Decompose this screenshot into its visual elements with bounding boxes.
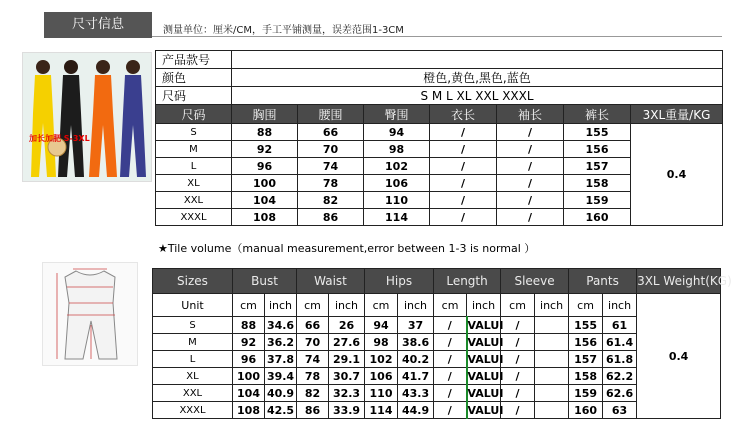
- header-cell: Hips: [365, 269, 434, 294]
- hips-cell: 106: [364, 175, 430, 192]
- waist-cm-cell: 66: [297, 317, 329, 334]
- sleeve-cm-cell: /: [501, 368, 535, 385]
- sleeve-inch-cell: [535, 334, 569, 351]
- header-cell: 胸围: [232, 105, 298, 124]
- size-cell: XXXL: [153, 402, 233, 419]
- header-cell: 3XL Weight(KG): [637, 269, 721, 294]
- hips-cm-cell: 98: [365, 334, 398, 351]
- unit-row: [153, 294, 721, 317]
- length-cell: /: [430, 192, 497, 209]
- unit-cell: inch: [535, 294, 569, 317]
- unit-cell: cm: [365, 294, 398, 317]
- sleeve-cell: /: [497, 141, 564, 158]
- weight-cell: 0.4: [637, 294, 721, 419]
- header-cell: Length: [434, 269, 501, 294]
- length-inch-cell: VALUI: [467, 403, 504, 417]
- sleeve-inch-cell: [535, 368, 569, 385]
- size-label: 尺码: [156, 87, 232, 105]
- waist-inch-cell: 27.6: [329, 334, 365, 351]
- pants-cell: 155: [564, 124, 631, 141]
- waist-cell: 78: [298, 175, 364, 192]
- length-cm-cell: /: [434, 334, 467, 351]
- unit-cell: inch: [603, 294, 637, 317]
- color-value: 橙色,黄色,黑色,蓝色: [232, 69, 723, 87]
- hips-cm-cell: 110: [365, 385, 398, 402]
- pants-inch-cell: 61: [603, 317, 637, 334]
- waist-cell: 70: [298, 141, 364, 158]
- pants-inch-cell: 62.6: [603, 385, 637, 402]
- size-cell: S: [156, 124, 232, 141]
- waist-cm-cell: 78: [297, 368, 329, 385]
- size-cell: XL: [153, 368, 233, 385]
- bust-inch-cell: 39.4: [265, 368, 297, 385]
- size-value: S M L XL XXL XXXL: [232, 87, 723, 105]
- bust-cm-cell: 88: [233, 317, 265, 334]
- pants-inch-cell: 61.4: [603, 334, 637, 351]
- table-row: [153, 385, 721, 402]
- table-row: [153, 368, 721, 385]
- size-cell: XXL: [156, 192, 232, 209]
- pants-cm-cell: 157: [569, 351, 603, 368]
- size-cell: M: [153, 334, 233, 351]
- sleeve-cm-cell: /: [501, 351, 535, 368]
- header-cell: 3XL重量/KG: [631, 105, 723, 124]
- size-cell: XXL: [153, 385, 233, 402]
- bust-cm-cell: 104: [233, 385, 265, 402]
- length-inch-cell: VALUI: [467, 386, 504, 400]
- header-cell: 袖长: [497, 105, 564, 124]
- photo-size-tag: 加长加肥 S-3XL: [29, 134, 90, 143]
- hips-inch-cell: 41.7: [398, 368, 434, 385]
- size-cell: XL: [156, 175, 232, 192]
- header-cell: 衣长: [430, 105, 497, 124]
- measurement-note: 测量单位：厘米/CM，手工平铺测量，误差范围1-3CM: [163, 25, 404, 36]
- product-code-value: [232, 51, 723, 69]
- hips-cell: 110: [364, 192, 430, 209]
- header-divider: [152, 36, 722, 37]
- jumpsuit-diagram: [43, 263, 137, 365]
- unit-cell: inch: [467, 294, 501, 317]
- table-row: [153, 334, 721, 351]
- weight-cell: 0.4: [631, 124, 723, 226]
- sleeve-inch-cell: [535, 402, 569, 419]
- length-cm-cell: /: [434, 368, 467, 385]
- sleeve-inch-cell: [535, 385, 569, 402]
- waist-cm-cell: 74: [297, 351, 329, 368]
- waist-inch-cell: 32.3: [329, 385, 365, 402]
- hips-cell: 94: [364, 124, 430, 141]
- header-cell: Waist: [297, 269, 365, 294]
- table-header-row: [156, 105, 723, 124]
- table-row: [153, 317, 721, 334]
- hips-inch-cell: 40.2: [398, 351, 434, 368]
- hips-inch-cell: 37: [398, 317, 434, 334]
- header-cell: Sizes: [153, 269, 233, 294]
- length-inch-cell: VALUI: [467, 335, 504, 349]
- bust-cm-cell: 100: [233, 368, 265, 385]
- length-cm-cell: /: [434, 317, 467, 334]
- sleeve-cm-cell: /: [501, 334, 535, 351]
- length-inch-cell: VALUI: [467, 318, 504, 332]
- hips-cell: 114: [364, 209, 430, 226]
- sleeve-cell: /: [497, 124, 564, 141]
- color-label: 颜色: [156, 69, 232, 87]
- length-cell: /: [430, 209, 497, 226]
- header-cell: Pants: [569, 269, 637, 294]
- pants-cell: 159: [564, 192, 631, 209]
- waist-cell: 66: [298, 124, 364, 141]
- bust-cell: 100: [232, 175, 298, 192]
- section-title: 尺寸信息: [44, 12, 152, 38]
- bust-cm-cell: 96: [233, 351, 265, 368]
- pants-cm-cell: 156: [569, 334, 603, 351]
- bust-inch-cell: 42.5: [265, 402, 297, 419]
- pants-cm-cell: 160: [569, 402, 603, 419]
- header-cell: Bust: [233, 269, 297, 294]
- sleeve-inch-cell: [535, 317, 569, 334]
- pants-cell: 157: [564, 158, 631, 175]
- size-cell: M: [156, 141, 232, 158]
- product-photo: [22, 52, 152, 182]
- pants-inch-cell: 63: [603, 402, 637, 419]
- hips-cell: 102: [364, 158, 430, 175]
- unit-cell: cm: [501, 294, 535, 317]
- waist-inch-cell: 33.9: [329, 402, 365, 419]
- pants-cm-cell: 155: [569, 317, 603, 334]
- waist-cell: 82: [298, 192, 364, 209]
- pants-cell: 156: [564, 141, 631, 158]
- size-table-en: [152, 268, 732, 419]
- hips-inch-cell: 38.6: [398, 334, 434, 351]
- pants-inch-cell: 62.2: [603, 368, 637, 385]
- sleeve-cell: /: [497, 209, 564, 226]
- sleeve-cell: /: [497, 175, 564, 192]
- bust-inch-cell: 37.8: [265, 351, 297, 368]
- waist-inch-cell: 29.1: [329, 351, 365, 368]
- tile-volume-note: ★Tile volume（manual measurement,error between 1-3 is normal ）: [158, 242, 536, 255]
- sleeve-inch-cell: [535, 351, 569, 368]
- size-cell: S: [153, 317, 233, 334]
- hips-inch-cell: 44.9: [398, 402, 434, 419]
- length-cell: /: [430, 175, 497, 192]
- waist-cm-cell: 70: [297, 334, 329, 351]
- length-inch-cell: VALUI: [467, 369, 504, 383]
- unit-cell: inch: [398, 294, 434, 317]
- length-cell: /: [430, 141, 497, 158]
- size-cell: L: [153, 351, 233, 368]
- waist-cm-cell: 82: [297, 385, 329, 402]
- bust-inch-cell: 40.9: [265, 385, 297, 402]
- pants-cell: 158: [564, 175, 631, 192]
- pants-inch-cell: 61.8: [603, 351, 637, 368]
- bust-inch-cell: 34.6: [265, 317, 297, 334]
- product-code-label: 产品款号: [156, 51, 232, 69]
- size-cell: XXXL: [156, 209, 232, 226]
- unit-cell: cm: [297, 294, 329, 317]
- length-cm-cell: /: [434, 385, 467, 402]
- pants-cm-cell: 159: [569, 385, 603, 402]
- header-cell: 腰围: [298, 105, 364, 124]
- hips-cm-cell: 114: [365, 402, 398, 419]
- bust-cell: 92: [232, 141, 298, 158]
- length-inch-cell: VALUI: [467, 352, 504, 366]
- size-cell: L: [156, 158, 232, 175]
- sleeve-cm-cell: /: [501, 317, 535, 334]
- hips-cm-cell: 102: [365, 351, 398, 368]
- sleeve-cm-cell: /: [501, 385, 535, 402]
- waist-inch-cell: 30.7: [329, 368, 365, 385]
- table-row: [156, 124, 723, 141]
- length-cell: /: [430, 158, 497, 175]
- bust-cell: 88: [232, 124, 298, 141]
- bust-cm-cell: 108: [233, 402, 265, 419]
- bust-cm-cell: 92: [233, 334, 265, 351]
- bust-cell: 108: [232, 209, 298, 226]
- unit-cell: inch: [265, 294, 297, 317]
- waist-inch-cell: 26: [329, 317, 365, 334]
- models-illustration: [23, 53, 151, 181]
- sleeve-cell: /: [497, 192, 564, 209]
- hips-cell: 98: [364, 141, 430, 158]
- pants-cell: 160: [564, 209, 631, 226]
- sleeve-cm-cell: /: [501, 402, 535, 419]
- unit-label: Unit: [153, 294, 233, 317]
- waist-cell: 74: [298, 158, 364, 175]
- header-cell: Sleeve: [501, 269, 569, 294]
- table-header-row: [153, 269, 721, 294]
- hips-cm-cell: 106: [365, 368, 398, 385]
- hips-cm-cell: 94: [365, 317, 398, 334]
- length-cm-cell: /: [434, 402, 467, 419]
- size-table-cn: [155, 50, 723, 226]
- hips-inch-cell: 43.3: [398, 385, 434, 402]
- table-row: [153, 351, 721, 368]
- bust-cell: 96: [232, 158, 298, 175]
- pants-cm-cell: 158: [569, 368, 603, 385]
- bust-cell: 104: [232, 192, 298, 209]
- unit-cell: cm: [569, 294, 603, 317]
- table-row: [153, 402, 721, 419]
- bust-inch-cell: 36.2: [265, 334, 297, 351]
- header-cell: 尺码: [156, 105, 232, 124]
- unit-cell: inch: [329, 294, 365, 317]
- header-cell: 臀围: [364, 105, 430, 124]
- waist-cm-cell: 86: [297, 402, 329, 419]
- unit-cell: cm: [434, 294, 467, 317]
- waist-cell: 86: [298, 209, 364, 226]
- length-cell: /: [430, 124, 497, 141]
- header-cell: 裤长: [564, 105, 631, 124]
- garment-sketch: [42, 262, 138, 366]
- length-cm-cell: /: [434, 351, 467, 368]
- unit-cell: cm: [233, 294, 265, 317]
- sleeve-cell: /: [497, 158, 564, 175]
